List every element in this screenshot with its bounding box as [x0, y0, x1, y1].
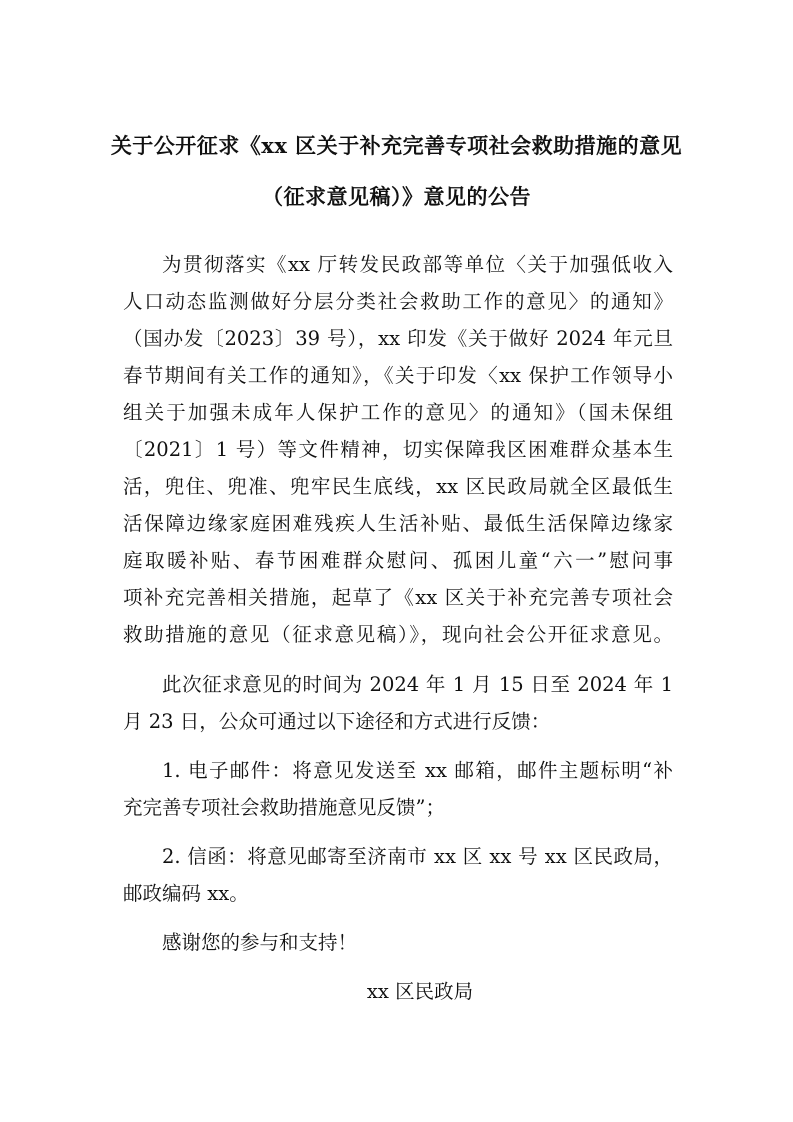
paragraph-1-line-11: 救助措施的意见（征求意见稿）》，现向社会公开征求意见。 [123, 623, 673, 646]
paragraph-1-line-4: 春节期间有关工作的通知》，《关于印发〈xx 保护工作领导小 [123, 364, 673, 387]
paragraph-1-line-8: 活保障边缘家庭困难残疾人生活补贴、最低生活保障边缘家 [123, 512, 673, 535]
paragraph-1-line-9: 庭取暖补贴、春节困难群众慰问、孤困儿童“六一”慰问事 [123, 549, 673, 572]
paragraph-2-line-2: 月 23 日，公众可通过以下途径和方式进行反馈： [123, 710, 551, 733]
paragraph-1-line-7: 活，兜住、兜准、兜牢民生底线，xx 区民政局就全区最低生 [123, 475, 673, 498]
paragraph-3-line-1: 1. 电子邮件：将意见发送至 xx 邮箱，邮件主题标明“补 [162, 759, 673, 782]
paragraph-1-line-10: 项补充完善相关措施，起草了《xx 区关于补充完善专项社会 [123, 586, 673, 609]
paragraph-3-line-2: 充完善专项社会救助措施意见反馈”； [123, 796, 445, 819]
signature: xx 区民政局 [366, 980, 474, 1003]
paragraph-1-line-6: 〔2021〕1 号）等文件精神，切实保障我区困难群众基本生 [123, 438, 673, 461]
paragraph-5-line-1: 感谢您的参与和支持！ [162, 931, 358, 954]
paragraph-1-line-1: 为贯彻落实《xx 厅转发民政部等单位〈关于加强低收入 [162, 253, 673, 276]
paragraph-4-line-2: 邮政编码 xx。 [123, 882, 249, 905]
paragraph-2-line-1: 此次征求意见的时间为 2024 年 1 月 15 日至 2024 年 1 [162, 673, 673, 696]
document-title-line-1: 关于公开征求《xx 区关于补充完善专项社会救助措施的意见 [110, 133, 683, 158]
paragraph-1-line-2: 人口动态监测做好分层分类社会救助工作的意见〉的通知》 [123, 290, 673, 313]
paragraph-1-line-5: 组关于加强未成年人保护工作的意见〉的通知》（国未保组 [123, 401, 673, 424]
paragraph-4-line-1: 2. 信函：将意见邮寄至济南市 xx 区 xx 号 xx 区民政局， [162, 845, 673, 868]
paragraph-1-line-3: （国办发〔2023〕39 号），xx 印发《关于做好 2024 年元旦 [123, 327, 673, 350]
document-title-line-2: （征求意见稿）》意见的公告 [262, 184, 531, 209]
